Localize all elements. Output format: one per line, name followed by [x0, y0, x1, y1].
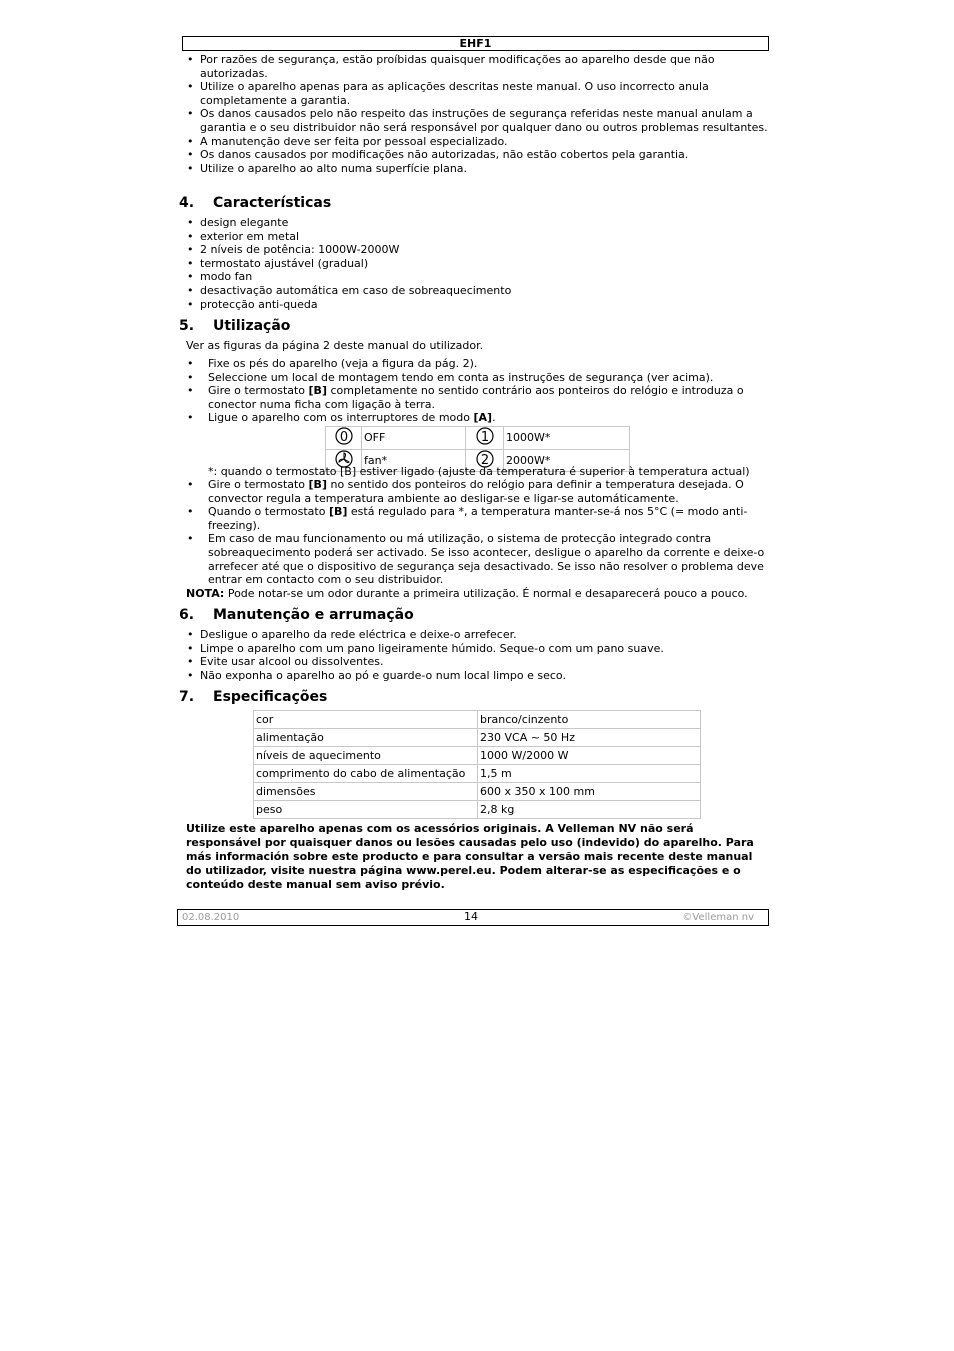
table-row: dimensões 600 x 350 x 100 mm — [254, 783, 701, 801]
specs-table — [253, 710, 701, 819]
section-title: Manutenção e arrumação — [213, 607, 414, 623]
usage-intro: Ver as figuras da página 2 deste manual do utilizador. — [186, 339, 484, 352]
list-item: • design elegante — [182, 216, 772, 230]
mode-label: 2000W* — [504, 449, 630, 472]
mode-label: fan* — [362, 449, 466, 472]
features-list — [182, 216, 772, 311]
table-row: níveis de aquecimento 1000 W/2000 W — [254, 747, 701, 765]
mode-note: *: quando o termostato [B] estiver ligado (ajuste da temperatura é superior à temperatura actual) — [208, 465, 750, 478]
list-item: • Ligue o aparelho com os interruptores de modo [A]. — [182, 411, 772, 425]
section-title: Características — [213, 195, 332, 211]
key-label: [B] — [328, 505, 348, 519]
list-item: • Fixe os pés do aparelho (veja a figura da pág. 2). — [182, 357, 772, 371]
section-number: 5. — [179, 318, 195, 334]
key-label: [B] — [308, 478, 327, 491]
list-item: • Utilize o aparelho ao alto numa superfície plana. — [182, 162, 772, 176]
list-item: • Utilize o aparelho apenas para as aplicações descritas neste manual. O uso incorrecto anula completamente a garantia. — [182, 80, 772, 107]
footer — [177, 909, 769, 926]
footer-date: 02.08.2010 — [182, 912, 240, 923]
section-title: Utilização — [213, 318, 291, 334]
section-number: 6. — [179, 607, 195, 623]
zero-icon — [326, 427, 362, 450]
one-icon — [466, 427, 504, 450]
safety-list — [182, 53, 772, 175]
svg-text:1: 1 — [480, 430, 489, 445]
list-item: • A manutenção deve ser feita por pessoal especializado. — [182, 135, 772, 149]
list-item: • modo fan — [182, 270, 772, 284]
mode-label: 1000W* — [504, 427, 630, 450]
section-6-heading — [179, 607, 414, 623]
table-row: peso 2,8 kg — [254, 801, 701, 819]
list-item: • desactivação automática em caso de sobreaquecimento — [182, 284, 772, 298]
page-number: 14 — [464, 910, 478, 923]
section-4-heading — [179, 195, 331, 211]
note-text: Pode notar-se um odor durante a primeira utilização. É normal e desaparecerá pouco a pouco. — [224, 587, 748, 600]
list-item: • termostato ajustável (gradual) — [182, 257, 772, 271]
list-item: • exterior em metal — [182, 230, 772, 244]
list-item: • Quando o termostato [B] está regulado para *, a temperatura manter-se-á nos 5°C (= modo anti-freezing). — [182, 505, 772, 532]
section-5-heading — [179, 318, 290, 334]
list-item: • Gire o termostato [B] no sentido dos ponteiros do relógio para definir a temperatura desejada. O convector regula a temperatura ambiente ao desligar-se e ligar-se automáticamente. — [182, 478, 772, 505]
usage-steps — [182, 357, 772, 425]
list-item: • Os danos causados pelo não respeito das instruções de segurança referidas neste manual anulam a garantia e o seu distribuidor não será responsável por qualquer dano ou outros problemas resultantes. — [182, 107, 772, 134]
table-row — [326, 427, 630, 450]
mode-label: OFF — [362, 427, 466, 450]
key-label: [A] — [473, 411, 493, 425]
section-7-heading — [179, 689, 327, 705]
maintenance-list — [182, 628, 772, 682]
list-item: • Limpe o aparelho com um pano ligeiramente húmido. Seque-o com um pano suave. — [182, 642, 772, 656]
note-label: NOTA: — [186, 587, 225, 600]
list-item: • 2 níveis de potência: 1000W-2000W — [182, 243, 772, 257]
list-item: • Seleccione um local de montagem tendo em conta as instruções de segurança (ver acima). — [182, 371, 772, 385]
list-item: • Desligue o aparelho da rede eléctrica e deixe-o arrefecer. — [182, 628, 772, 642]
list-item: • Gire o termostato [B] completamente no sentido contrário aos ponteiros do relógio e introduza o conector numa ficha com ligação à terra. — [182, 384, 772, 411]
footer-copyright: ©Velleman nv — [682, 912, 754, 923]
table-row: cor branco/cinzento — [254, 711, 701, 729]
disclaimer: Utilize este aparelho apenas com os acessórios originais. A Velleman NV não será responsável por quaisquer danos ou lesões causadas pelo uso (indevido) do aparelho. Para más información sobre este producto e para consultar a versão mais recente deste manual do utilizador, visite nuestra página www.perel.eu. Podem alterar-se as especificações e o conteúdo deste manual sem aviso prévio. — [186, 822, 754, 891]
list-item: • Evite usar alcool ou dissolventes. — [182, 655, 772, 669]
header-model: EHF1 — [182, 36, 769, 51]
list-item: • Em caso de mau funcionamento ou má utilização, o sistema de protecção integrado contra sobreaquecimento poderá ser activado. Se isso acontecer, desligue o aparelho da corrente e deixe-o arrefecer até que o dispositivo de segurança seja desactivado. Se isso não resolver o problema deve entrar em contacto com o seu distribuidor. — [182, 532, 772, 586]
usage-steps-continued — [182, 478, 772, 587]
section-number: 7. — [179, 689, 195, 705]
key-label: [B] — [308, 384, 327, 398]
table-row: comprimento do cabo de alimentação 1,5 m — [254, 765, 701, 783]
list-item: • Não exponha o aparelho ao pó e guarde-o num local limpo e seco. — [182, 669, 772, 683]
note — [186, 587, 776, 601]
list-item: • protecção anti-queda — [182, 298, 772, 312]
svg-text:2: 2 — [480, 452, 489, 468]
section-title: Especificações — [213, 689, 328, 705]
list-item: • Por razões de segurança, estão proíbidas quaisquer modificações ao aparelho desde que não autorizadas. — [182, 53, 772, 80]
list-item: • Os danos causados por modificações não autorizadas, não estão cobertos pela garantia. — [182, 148, 772, 162]
table-row: alimentação 230 VCA ~ 50 Hz — [254, 729, 701, 747]
section-number: 4. — [179, 195, 195, 211]
svg-text:0: 0 — [339, 430, 348, 445]
